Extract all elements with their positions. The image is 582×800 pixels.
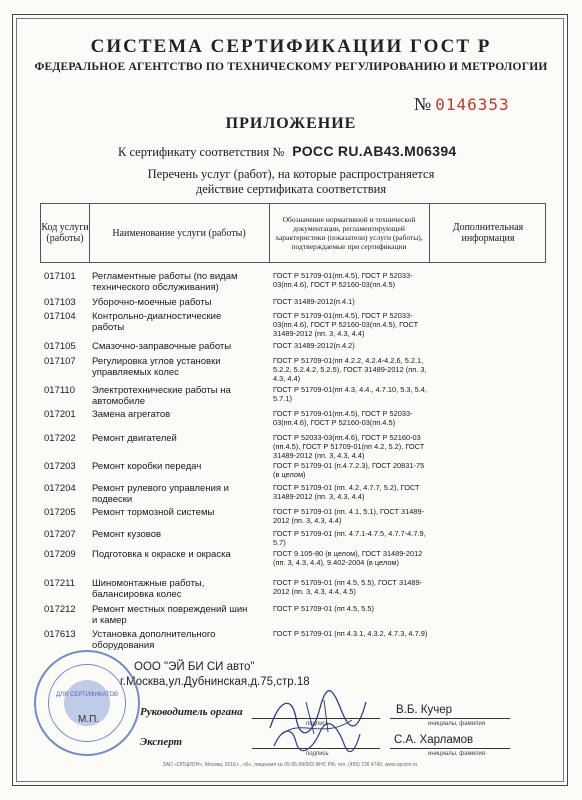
certificate-number: РОСС RU.АВ43.М06394 [292, 143, 457, 159]
expert-label: Эксперт [140, 736, 183, 748]
service-code: 017209 [44, 549, 76, 560]
number-prefix: № [414, 94, 432, 114]
expert-handwritten-signature [268, 722, 364, 754]
service-code: 017202 [44, 433, 76, 444]
head-name: В.Б. Кучер [396, 704, 453, 716]
service-name: Регулировка углов установки управляемых колес [92, 356, 221, 378]
service-code: 017201 [44, 409, 76, 420]
head-label-row [140, 706, 243, 718]
list-heading-line1: Перечень услуг (работ), на которые распространяется [147, 167, 435, 181]
service-name: Уборочно-моечные работы [92, 297, 212, 308]
service-name: Контрольно-диагностические работы [92, 311, 222, 333]
organization-name: ООО "ЭЙ БИ СИ авто" [134, 661, 255, 673]
column-header-docs: Обозначение нормативной и технической документации, регламентирующей характеристики (показатели) услуги (работы), подтверждаемые при сертификации [275, 215, 423, 251]
service-docs: ГОСТ Р 51709-01 (пп. 4.2, 4.7.7, 5.2), ГОСТ 31489-2012 (пп. 3, 4.3, 4.4) [273, 483, 420, 501]
head-name-line [390, 718, 510, 719]
column-header-extra: Дополнительная информация [452, 222, 524, 244]
service-code: 017101 [44, 271, 76, 282]
service-code: 017212 [44, 604, 76, 615]
service-docs: ГОСТ Р 51709-01 (п.4.7.2.3), ГОСТ 20831-75 (в целом) [273, 461, 425, 479]
service-docs: ГОСТ Р 51709-01(пп.4.5), ГОСТ Р 52033-03(пп.4.6), ГОСТ Р 52160-03(пп.4.5) [273, 409, 413, 427]
service-name: Смазочно-заправочные работы [92, 341, 232, 352]
service-docs: ГОСТ Р 51709-01 (пп. 4.7.1-4.7.5, 4.7.7-4.7.9, 5.7) [273, 529, 426, 547]
service-code: 017104 [44, 311, 76, 322]
stamp-center-text: ДЛЯ СЕРТИФИКАТОВ [55, 692, 118, 698]
service-docs: ГОСТ 31489-2012(п.4.1) [273, 297, 355, 306]
service-code: 017203 [44, 461, 76, 472]
service-name: Ремонт местных повреждений шин и камер [92, 604, 248, 626]
service-code: 017205 [44, 507, 76, 518]
form-number-value: 0146353 [435, 95, 510, 114]
service-docs: ГОСТ Р 51709-01(пп.4.5), ГОСТ Р 52033-03(пп.4.6), ГОСТ Р 52160-03(пп.4.5), ГОСТ 31489-2012 (пп. 3, 4.3, 4.4) [273, 311, 419, 338]
expert-sign-caption: подпись [306, 751, 329, 757]
head-sign-caption: подпись [306, 721, 329, 727]
service-name: Установка дополнительного оборудования [92, 629, 216, 651]
service-docs: ГОСТ Р 52033-03(пп.4.6), ГОСТ Р 52160-03 (пп.4.5), ГОСТ Р 51709-01(пп 4.2, 5.2), ГОСТ 31489-2012 (пп. 3, 4.3, 4.4) [273, 433, 425, 460]
service-docs: ГОСТ Р 51709-01(пп 4.2.2, 4.2.4-4.2.6, 5.2.1, 5.2.2, 5.2.4.2, 5.2.5), ГОСТ 31489-2012 (пп. 3, 4.3, 4.4) [273, 356, 427, 383]
service-docs: ГОСТ Р 51709-01(пп.4.5), ГОСТ Р 52033-03(пп.4.6), ГОСТ Р 52160-03(пп.4.5) [273, 271, 413, 289]
service-name: Замена агрегатов [92, 409, 171, 420]
service-name: Ремонт рулевого управления и подвески [92, 483, 229, 505]
service-code: 017103 [44, 297, 76, 308]
service-docs: ГОСТ Р 51709-01 (пп 4.5, 5.5) [273, 604, 374, 613]
service-name: Ремонт двигателей [92, 433, 177, 444]
cert-prefix: К сертификату соответствия № [118, 145, 285, 159]
service-name: Ремонт кузовов [92, 529, 162, 540]
service-name: Ремонт тормозной системы [92, 507, 215, 518]
service-code: 017107 [44, 356, 76, 367]
organization-block [120, 660, 310, 690]
certification-stamp [34, 650, 140, 756]
service-docs: ГОСТ Р 51709-01 (пп 4.5, 5.5), ГОСТ 31489-2012 (пп. 3, 4.3, 4.4, 4.5) [273, 578, 423, 596]
expert-name-line [390, 748, 510, 749]
agency-name: ФЕДЕРАЛЬНОЕ АГЕНТСТВО ПО ТЕХНИЧЕСКОМУ РЕГУЛИРОВАНИЮ И МЕТРОЛОГИИ [34, 61, 548, 73]
service-docs: ГОСТ Р 51709-01(пп 4.3, 4.4., 4.7.10, 5.3, 5.4, 5.7.1) [273, 385, 427, 403]
list-heading-line2: действие сертификата соответствия [195, 182, 387, 196]
service-name: Ремонт коробки передач [92, 461, 202, 472]
service-docs: ГОСТ 31489-2012(п.4.2) [273, 341, 355, 350]
column-header-name: Наименование услуги (работы) [112, 227, 246, 239]
expert-name-caption: инициалы, фамилия [428, 751, 486, 757]
head-name-caption: инициалы, фамилия [428, 721, 486, 727]
service-code: 017613 [44, 629, 76, 640]
service-docs: ГОСТ 9.105-80 (в целом), ГОСТ 31489-2012 (пп. 3, 4.3, 4.4), 9.402-2004 (в целом) [273, 549, 423, 567]
print-footer: ЗАО «ОПЦИОН», Москва, 2016 г., «Б», лицензия № 05-05-09/003 ФНС РФ, тел. (495) 726 4742, www.opcion.ru [162, 762, 418, 768]
seal-label: М.П. [78, 714, 100, 725]
service-code: 017207 [44, 529, 76, 540]
appendix-title: ПРИЛОЖЕНИЕ [225, 115, 357, 132]
system-title: СИСТЕМА СЕРТИФИКАЦИИ ГОСТ Р [90, 36, 492, 57]
expert-name: С.А. Харламов [394, 734, 474, 746]
expert-label-row [140, 736, 182, 748]
service-name: Подготовка к окраске и окраска [92, 549, 231, 560]
service-code: 017211 [44, 578, 75, 589]
service-name: Регламентные работы (по видам технического обслуживания) [92, 271, 238, 293]
service-name: Шиномонтажные работы, балансировка колес [92, 578, 205, 600]
service-code: 017105 [44, 341, 76, 352]
head-label: Руководитель органа [140, 706, 243, 718]
service-code: 017110 [44, 385, 75, 396]
column-header-code: Код услуги (работы) [41, 222, 89, 244]
service-docs: ГОСТ Р 51709-01 (пп. 4.1, 5.1), ГОСТ 31489-2012 (пп. 3, 4.3, 4.4) [273, 507, 425, 525]
service-code: 017204 [44, 483, 76, 494]
organization-address: г.Москва,ул.Дубнинская,д.75,стр.18 [120, 676, 310, 688]
service-name: Электротехнические работы на автомобиле [92, 385, 231, 407]
service-docs: ГОСТ Р 51709-01 (пп 4.3.1, 4.3.2, 4.7.3, 4.7.9) [273, 629, 428, 638]
